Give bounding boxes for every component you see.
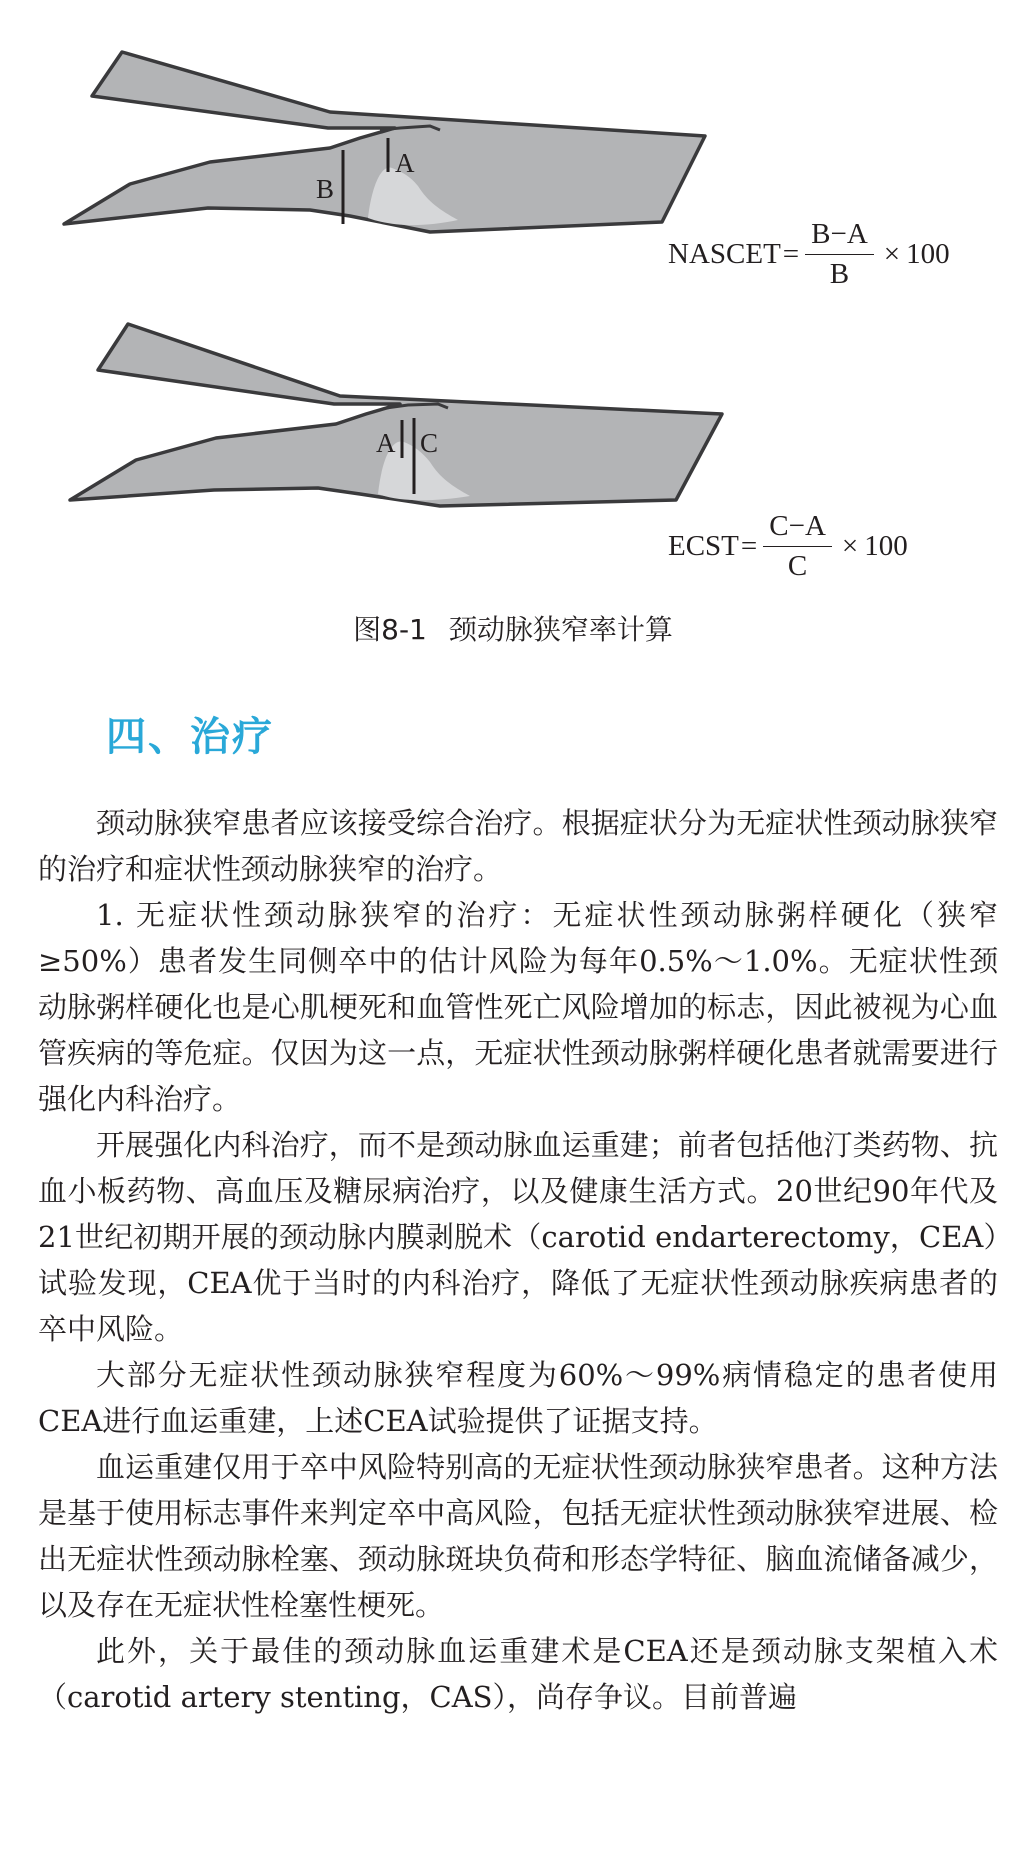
- ecst-name: ECST: [668, 529, 739, 562]
- label-a-top: A: [395, 148, 415, 178]
- carotid-artery-bottom: [70, 324, 722, 506]
- ecst-numerator: C−A: [763, 510, 832, 547]
- label-c: C: [420, 428, 439, 458]
- paragraph: 颈动脉狭窄患者应该接受综合治疗。根据症状分为无症状性颈动脉狭窄的治疗和症状性颈动脉狭窄的治疗。: [38, 806, 998, 886]
- paragraph: 大部分无症状性颈动脉狭窄程度为60%～99%病情稳定的患者使用CEA进行血运重建，上述CEA试验提供了证据支持。: [38, 1358, 998, 1438]
- figure-number: 图8-1: [353, 613, 427, 646]
- figure-title: 颈动脉狭窄率计算: [448, 613, 673, 646]
- ecst-equals: =: [740, 529, 758, 562]
- nascet-fraction: [805, 218, 874, 290]
- figure-caption: [0, 608, 1026, 648]
- nascet-denominator: B: [829, 258, 850, 290]
- label-a-bottom: A: [376, 428, 396, 458]
- nascet-equals: =: [782, 237, 800, 270]
- ecst-formula: [668, 510, 908, 582]
- ecst-factor: 100: [864, 529, 908, 562]
- paragraph: 1. 无症状性颈动脉狭窄的治疗：无症状性颈动脉粥样硬化（狭窄≥50%）患者发生同侧卒中的估计风险为每年0.5%～1.0%。无症状性颈动脉粥样硬化也是心肌梗死和血管性死亡风险增加的标志，因此被视为心血管疾病的等危症。仅因为这一点，无症状性颈动脉粥样硬化患者就需要进行强化内科治疗。: [38, 898, 998, 1116]
- nascet-times: ×: [883, 237, 901, 270]
- paragraph: 开展强化内科治疗，而不是颈动脉血运重建；前者包括他汀类药物、抗血小板药物、高血压及糖尿病治疗，以及健康生活方式。20世纪90年代及21世纪初期开展的颈动脉内膜剥脱术（carotid endarterectomy，CEA）试验发现，CEA优于当时的内科治疗，降低了无症状性颈动脉疾病患者的卒中风险。: [38, 1128, 998, 1346]
- label-b: B: [316, 174, 335, 204]
- ecst-times: ×: [841, 529, 859, 562]
- figure-8-1: [0, 0, 1026, 600]
- ecst-denominator: C: [787, 550, 808, 582]
- nascet-factor: 100: [906, 237, 950, 270]
- ecst-fraction: [763, 510, 832, 582]
- carotid-artery-top: [64, 52, 705, 232]
- nascet-name: NASCET: [668, 237, 781, 270]
- section-heading: 四、治疗: [106, 713, 274, 760]
- paragraph: 血运重建仅用于卒中风险特别高的无症状性颈动脉狭窄患者。这种方法是基于使用标志事件来判定卒中高风险，包括无症状性颈动脉狭窄进展、检出无症状性颈动脉栓塞、颈动脉斑块负荷和形态学特征、脑血流储备减少，以及存在无症状性栓塞性梗死。: [38, 1450, 998, 1622]
- paragraph: 此外，关于最佳的颈动脉血运重建术是CEA还是颈动脉支架植入术（carotid artery stenting，CAS），尚存争议。目前普遍: [38, 1634, 998, 1714]
- nascet-numerator: B−A: [805, 218, 874, 255]
- nascet-formula: [668, 218, 950, 290]
- body-text: [38, 800, 998, 1720]
